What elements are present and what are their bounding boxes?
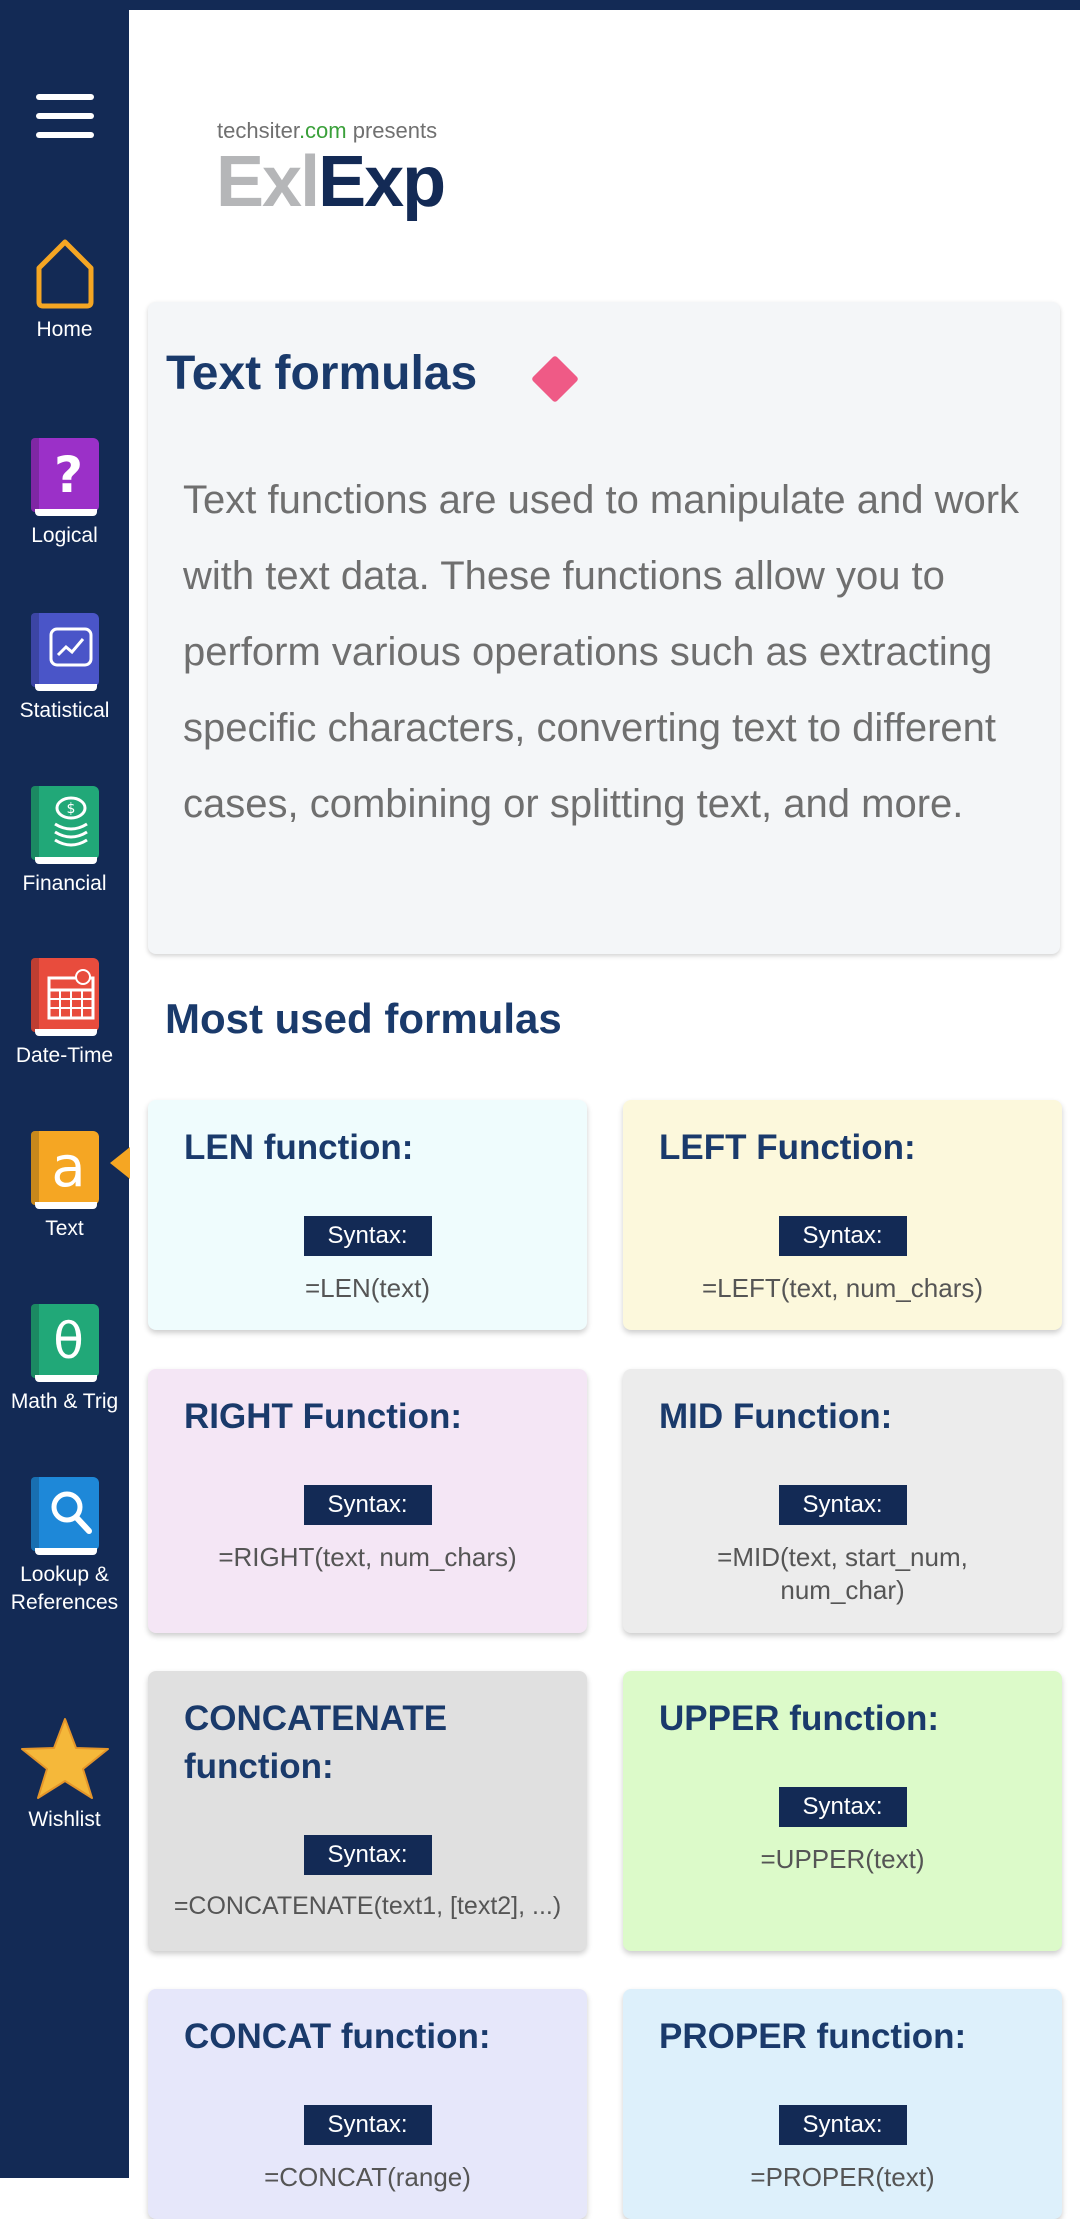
sidebar-item-logical[interactable] (0, 438, 129, 550)
syntax-label: Syntax: (779, 1787, 907, 1827)
formula-title: LEFT Function: (659, 1128, 916, 1167)
syntax-label: Syntax: (779, 2105, 907, 2145)
formula-title: RIGHT Function: (184, 1397, 463, 1436)
top-bar (0, 0, 1080, 10)
search-book-icon (29, 1477, 101, 1555)
sidebar-item-label: Statistical (19, 699, 110, 722)
chart-book-icon (29, 613, 101, 691)
formula-title: PROPER function: (659, 2017, 967, 2056)
formula-title: LEN function: (184, 1128, 414, 1167)
formula-syntax: =RIGHT(text, num_chars) (218, 1542, 517, 1572)
brand-logo[interactable]: ExlExp (216, 142, 445, 222)
formula-card-right[interactable] (148, 1369, 587, 1633)
sidebar-item-label: Lookup & References (10, 1563, 119, 1614)
formula-card-upper[interactable] (623, 1671, 1062, 1951)
formula-syntax: =PROPER(text) (750, 2162, 935, 2192)
sidebar-item-wishlist[interactable] (0, 1716, 129, 1834)
text-book-icon: a (29, 1131, 101, 1209)
sidebar-item-math-trig[interactable] (0, 1304, 129, 1416)
calendar-book-icon (29, 958, 101, 1036)
syntax-label: Syntax: (304, 1485, 432, 1525)
formula-card-proper[interactable] (623, 1989, 1062, 2219)
section-title: Most used formulas (165, 995, 562, 1042)
sidebar (0, 0, 129, 2178)
menu-icon[interactable] (36, 94, 94, 138)
sidebar-item-label: Wishlist (28, 1808, 101, 1831)
syntax-label: Syntax: (779, 1485, 907, 1525)
formula-card-mid[interactable] (623, 1369, 1062, 1633)
formula-title: UPPER function: (659, 1699, 939, 1738)
formula-title: CONCATENATE function: (184, 1699, 448, 1786)
syntax-label: Syntax: (304, 1216, 432, 1256)
sidebar-item-date-time[interactable] (0, 958, 129, 1070)
formula-card-concat[interactable] (148, 1989, 587, 2219)
intro-card (148, 302, 1060, 954)
sidebar-item-statistical[interactable] (0, 613, 129, 725)
formula-syntax: =LEFT(text, num_chars) (701, 1273, 984, 1303)
formula-syntax: =CONCATENATE(text1, [text2], ...) (173, 1892, 562, 1920)
formula-card-len[interactable] (148, 1100, 587, 1330)
sidebar-item-label: Text (45, 1217, 84, 1240)
active-indicator (110, 1147, 130, 1179)
theta-book-icon: θ (29, 1304, 101, 1382)
brand-tagline: techsiter.com presents (217, 118, 438, 143)
sidebar-item-label: Date-Time (15, 1044, 114, 1067)
formula-title: CONCAT function: (184, 2017, 491, 2056)
svg-text:$: $ (66, 801, 75, 817)
formula-card-concatenate[interactable] (148, 1671, 587, 1951)
sidebar-item-financial[interactable] (0, 786, 129, 898)
formula-card-left[interactable] (623, 1100, 1062, 1330)
sidebar-item-label: Logical (31, 524, 98, 547)
formula-syntax: =UPPER(text) (760, 1844, 925, 1874)
formula-syntax: =CONCAT(range) (264, 2162, 471, 2192)
question-book-icon: ? (29, 438, 101, 516)
home-icon (29, 232, 101, 310)
syntax-label: Syntax: (304, 1835, 432, 1875)
sidebar-item-label: Math & Trig (10, 1390, 119, 1413)
sidebar-item-label: Home (36, 318, 93, 341)
syntax-label: Syntax: (779, 1216, 907, 1256)
sidebar-item-lookup-references[interactable] (0, 1477, 129, 1617)
sidebar-item-home[interactable] (0, 232, 129, 344)
syntax-label: Syntax: (304, 2105, 432, 2145)
formula-syntax: =MID(text, start_num, num_char) (717, 1542, 968, 1605)
intro-description: Text functions are used to manipulate and work with text data. These functions allow you to perform various operations such as extracting specific characters, converting text to different cases, combining or splitting text, and more. (183, 478, 1020, 826)
sidebar-item-label: Financial (22, 872, 107, 895)
diamond-icon (531, 355, 579, 403)
formula-syntax: =LEN(text) (305, 1273, 430, 1303)
page-title: Text formulas (166, 347, 478, 400)
star-icon (20, 1716, 110, 1800)
money-book-icon (29, 786, 101, 864)
formula-title: MID Function: (659, 1397, 893, 1436)
